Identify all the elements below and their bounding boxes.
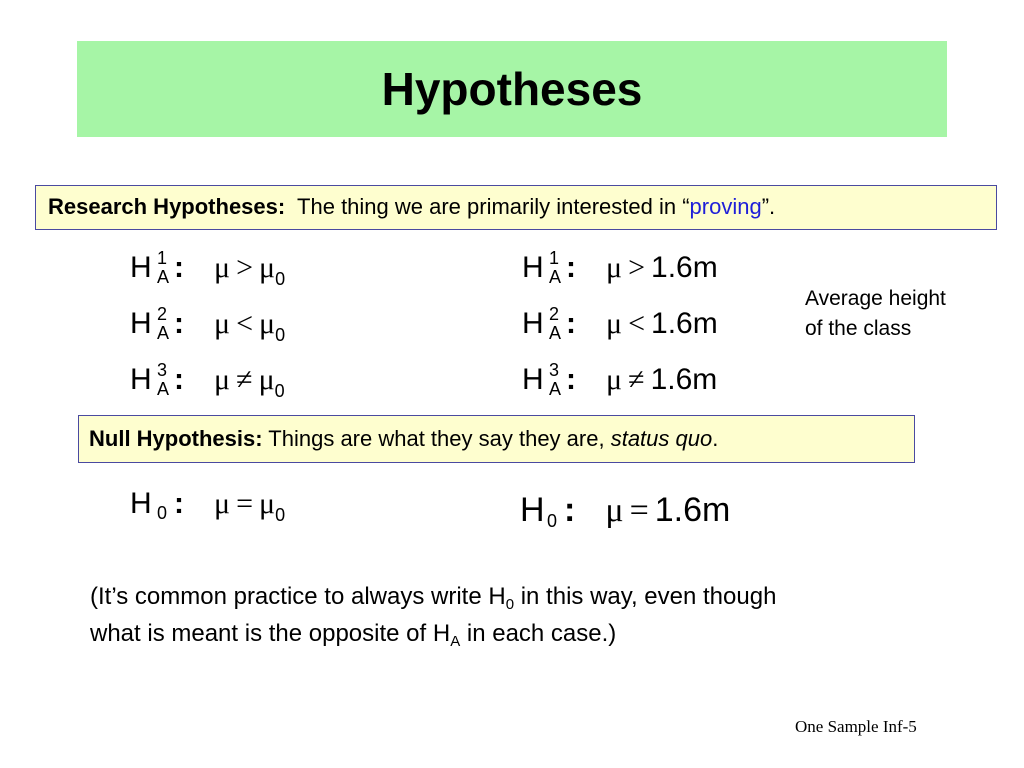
research-text: The thing we are primarily interested in “ bbox=[297, 194, 690, 219]
operator: < bbox=[236, 307, 254, 340]
colon: : bbox=[566, 307, 576, 340]
alt-hypothesis-1-numeric bbox=[522, 248, 718, 288]
operator: > bbox=[628, 251, 646, 284]
operator: = bbox=[236, 487, 254, 520]
null-hypothesis-numeric bbox=[520, 490, 730, 531]
footnote-line-2: what is meant is the opposite of $H_A$ in each case.) bbox=[90, 620, 617, 650]
operator: = bbox=[629, 492, 649, 529]
colon: : bbox=[174, 363, 184, 396]
colon: : bbox=[174, 307, 184, 340]
research-hypotheses-box bbox=[35, 185, 997, 230]
null-italic: status quo bbox=[610, 426, 713, 451]
h-symbol: H 1 A bbox=[130, 248, 170, 287]
colon: : bbox=[174, 251, 184, 284]
h-symbol: H 2 A bbox=[130, 304, 170, 343]
subscript: 0 bbox=[274, 381, 285, 401]
alt-hypothesis-3-numeric bbox=[522, 360, 717, 400]
null-label: Null Hypothesis: bbox=[89, 426, 263, 451]
null-text: Things are what they say they are, bbox=[262, 426, 611, 451]
value: 1.6m bbox=[651, 251, 718, 284]
value: 1.6m bbox=[650, 363, 718, 396]
operator: < bbox=[628, 307, 646, 340]
h-symbol: H 3 A bbox=[522, 360, 562, 399]
mu-symbol: μ bbox=[606, 363, 623, 396]
note-line-2: of the class bbox=[805, 317, 912, 340]
mu-symbol: μ bbox=[214, 251, 231, 284]
subscript: 0 bbox=[275, 505, 286, 525]
operator: ≠ bbox=[628, 363, 645, 396]
mu-symbol: μ bbox=[214, 487, 231, 520]
mu-symbol: μ bbox=[259, 251, 276, 284]
subscript: 0 bbox=[275, 269, 286, 289]
research-label: Research Hypotheses: bbox=[48, 194, 286, 219]
note-line-1: Average height bbox=[805, 287, 946, 310]
null-hypothesis-symbolic bbox=[130, 484, 285, 527]
footnote-line-1: (It’s common practice to always write $H_0$ in this way, even though bbox=[90, 583, 777, 613]
operator: > bbox=[236, 251, 254, 284]
mu-symbol: μ bbox=[606, 307, 623, 340]
mu-symbol: μ bbox=[214, 363, 231, 396]
research-text-end: ”. bbox=[761, 194, 776, 219]
mu-symbol: μ bbox=[606, 251, 623, 284]
footnote bbox=[90, 580, 776, 654]
title-banner bbox=[77, 41, 947, 137]
mu-symbol: μ bbox=[214, 307, 231, 340]
value: 1.6m bbox=[654, 491, 731, 529]
research-highlight: proving bbox=[689, 194, 762, 219]
h-symbol: H 2 A bbox=[522, 304, 562, 343]
subscript: 0 bbox=[275, 325, 286, 345]
colon: : bbox=[566, 251, 576, 284]
h-symbol: H 1 A bbox=[522, 248, 562, 287]
colon: : bbox=[564, 491, 576, 529]
value: 1.6m bbox=[651, 307, 718, 340]
h-symbol: H 0 bbox=[130, 487, 168, 523]
mu-symbol: μ bbox=[605, 492, 624, 529]
h-symbol: H 3 A bbox=[130, 360, 170, 399]
page-title: Hypotheses bbox=[381, 63, 643, 115]
colon: : bbox=[566, 363, 576, 396]
null-hypothesis-box bbox=[78, 415, 915, 463]
alt-hypothesis-2-symbolic bbox=[130, 304, 285, 347]
alt-hypothesis-1-symbolic bbox=[130, 248, 285, 291]
alt-hypothesis-3-symbolic bbox=[130, 360, 285, 403]
average-height-note bbox=[805, 284, 946, 344]
mu-symbol: μ bbox=[259, 307, 276, 340]
operator: ≠ bbox=[236, 363, 253, 396]
alt-hypothesis-2-numeric bbox=[522, 304, 718, 344]
colon: : bbox=[174, 487, 184, 520]
null-end: . bbox=[712, 426, 719, 451]
slide-footer: One Sample Inf-5 bbox=[795, 717, 917, 736]
mu-symbol: μ bbox=[259, 487, 276, 520]
mu-symbol: μ bbox=[258, 363, 275, 396]
h-symbol: H 0 bbox=[520, 491, 558, 531]
